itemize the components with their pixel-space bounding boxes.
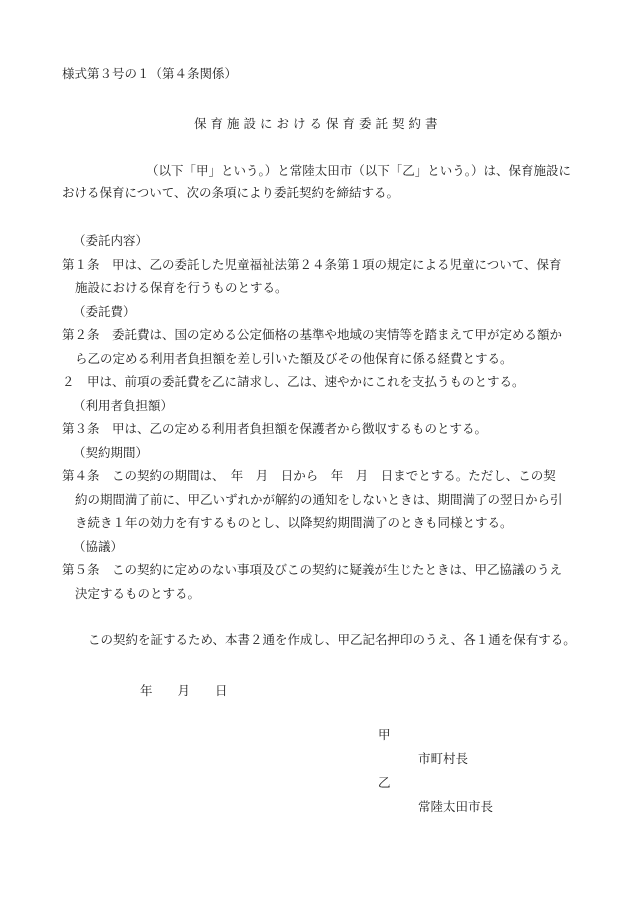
article-4-heading: （契約期間） — [73, 445, 149, 460]
party-b-name: 常陸太田市長 — [418, 799, 494, 814]
article-1-heading: （委託内容） — [73, 233, 149, 248]
preamble-line-2: おける保育について、次の条項により委託契約を締結する。 — [62, 185, 400, 200]
closing-statement: この契約を証するため、本書２通を作成し、甲乙記名押印のうえ、各１通を保有する。 — [88, 632, 576, 647]
party-b-label: 乙 — [378, 775, 391, 790]
preamble-line-1: （以下「甲」という。）と常陸太田市（以下「乙」という。）は、保育施設に — [146, 163, 572, 178]
article-4-line-1: 第４条 この契約の期間は、 年 月 日から 年 月 日までとする。ただし、この契 — [62, 468, 556, 483]
article-2-line-2: ら乙の定める利用者負担額を差し引いた額及びその他保育に係る経費とする。 — [75, 351, 513, 366]
article-5-heading: （協議） — [73, 539, 124, 554]
article-5-line-2: 決定するものとする。 — [75, 586, 201, 601]
party-a-label: 甲 — [378, 727, 391, 742]
article-2-heading: （委託費） — [73, 304, 136, 319]
article-3-heading: （利用者負担額） — [73, 398, 174, 413]
date-line: 年 月 日 — [140, 683, 228, 698]
article-2-paragraph-2: ２ 甲は、前項の委託費を乙に請求し、乙は、速やかにこれを支払うものとする。 — [62, 374, 525, 389]
article-4-line-2: 約の期間満了前に、甲乙いずれかが解約の通知をしないときは、期間満了の翌日から引 — [75, 492, 563, 507]
article-1-line-1: 第１条 甲は、乙の委託した児童福祉法第２４条第１項の規定による児童について、保育 — [62, 257, 562, 272]
article-2-line-1: 第２条 委託費は、国の定める公定価格の基準や地域の実情等を踏まえて甲が定める額か — [62, 327, 563, 342]
document-title: 保育施設における保育委託契約書 — [194, 116, 442, 131]
article-4-line-3: き続き１年の効力を有するものとし、以降契約期間満了のときも同様とする。 — [75, 515, 513, 530]
party-a-name: 市町村長 — [418, 751, 469, 766]
article-3-line-1: 第３条 甲は、乙の定める利用者負担額を保護者から徴収するものとする。 — [62, 421, 488, 436]
article-1-line-2: 施設における保育を行うものとする。 — [75, 280, 288, 295]
article-5-line-1: 第５条 この契約に定めのない事項及びこの契約に疑義が生じたときは、甲乙協議のうえ — [62, 562, 563, 577]
form-number: 様式第３号の１（第４条関係） — [62, 66, 238, 81]
